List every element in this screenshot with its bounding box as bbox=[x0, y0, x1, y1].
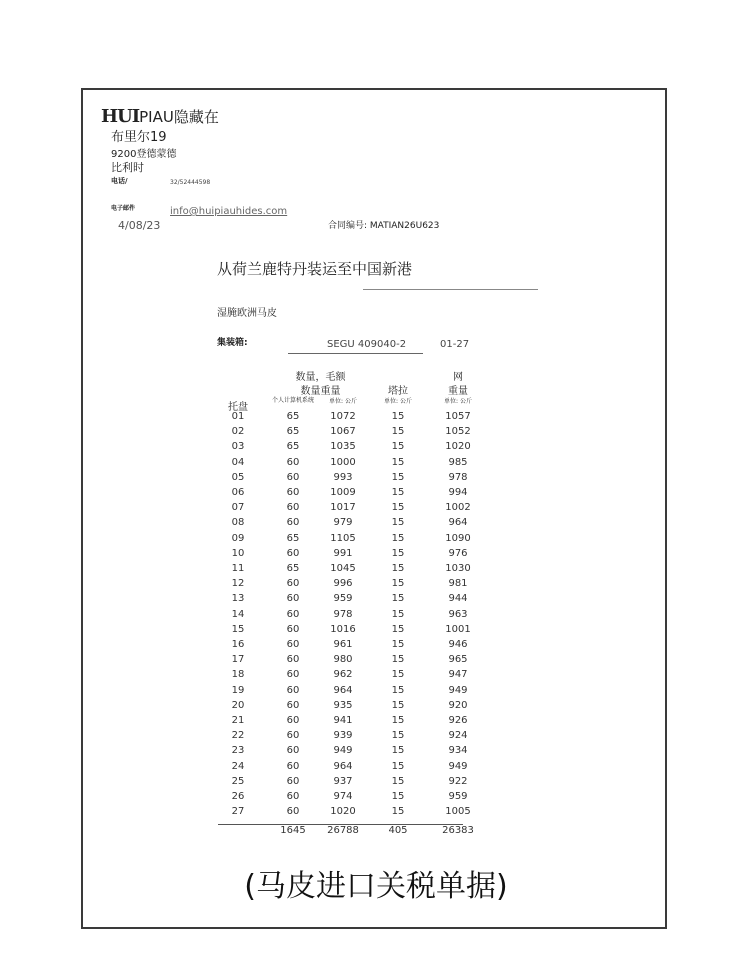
gross-cell: 1009 bbox=[330, 487, 356, 498]
tare-cell: 15 bbox=[391, 563, 405, 574]
gross-cell: 1045 bbox=[330, 563, 356, 574]
tare-cell: 15 bbox=[391, 426, 405, 438]
table-row bbox=[218, 609, 488, 624]
quantity-cell: 60 bbox=[286, 547, 300, 559]
quantity-cell: 60 bbox=[286, 471, 300, 483]
header-pallet: 托盘 bbox=[228, 402, 248, 413]
table-row bbox=[218, 776, 488, 791]
net-cell: 922 bbox=[448, 775, 468, 787]
gross-cell: 935 bbox=[333, 699, 353, 711]
tare-cell: 15 bbox=[391, 806, 405, 818]
quantity-cell: 60 bbox=[286, 654, 300, 666]
quantity-cell: 60 bbox=[286, 639, 300, 650]
tare-cell: 15 bbox=[391, 532, 405, 544]
table-row bbox=[218, 715, 488, 730]
document-frame bbox=[81, 88, 667, 929]
gross-cell: 996 bbox=[333, 578, 353, 590]
quantity-cell: 60 bbox=[286, 775, 300, 787]
gross-cell: 937 bbox=[333, 775, 353, 787]
company-country: 比利时 bbox=[111, 161, 144, 174]
gross-cell: 1000 bbox=[330, 456, 356, 468]
pallet-cell: 13 bbox=[231, 593, 245, 605]
pallet-cell: 23 bbox=[231, 745, 245, 757]
quantity-cell: 60 bbox=[286, 791, 300, 802]
company-street: 布里尔19 bbox=[111, 130, 167, 145]
logo-mark: HUI bbox=[101, 106, 140, 127]
gross-cell: 1017 bbox=[330, 502, 356, 514]
quantity-cell: 60 bbox=[286, 578, 300, 590]
gross-cell: 959 bbox=[333, 593, 353, 605]
net-cell: 978 bbox=[448, 471, 468, 483]
total-net: 26383 bbox=[442, 825, 474, 836]
table-row bbox=[218, 487, 488, 502]
company-city: 9200登德蒙德 bbox=[111, 149, 177, 160]
gross-cell: 978 bbox=[333, 608, 353, 620]
net-cell: 926 bbox=[448, 715, 468, 726]
pallet-range: 01-27 bbox=[440, 339, 470, 350]
tare-cell: 15 bbox=[391, 775, 405, 787]
net-cell: 1001 bbox=[445, 623, 471, 635]
gross-cell: 993 bbox=[333, 471, 353, 483]
tare-cell: 15 bbox=[391, 471, 405, 483]
table-row bbox=[218, 745, 488, 760]
quantity-cell: 60 bbox=[286, 502, 300, 514]
quantity-cell: 60 bbox=[286, 608, 300, 620]
table-row bbox=[218, 730, 488, 745]
net-cell: 1057 bbox=[445, 411, 471, 422]
header-qty-gross-2: 数量重量 bbox=[300, 386, 341, 397]
pallet-cell: 21 bbox=[231, 715, 245, 726]
quantity-cell: 60 bbox=[286, 456, 300, 468]
pallet-cell: 15 bbox=[231, 623, 245, 635]
pallet-cell: 12 bbox=[231, 578, 245, 590]
quantity-cell: 60 bbox=[286, 517, 300, 529]
net-cell: 1002 bbox=[445, 502, 471, 514]
net-cell: 934 bbox=[448, 745, 468, 757]
pallet-cell: 03 bbox=[231, 441, 245, 453]
goods-description: 湿腌欧洲马皮 bbox=[217, 308, 277, 319]
tare-cell: 15 bbox=[391, 608, 405, 620]
net-cell: 1005 bbox=[445, 806, 471, 818]
tare-cell: 15 bbox=[391, 487, 405, 498]
pallet-cell: 25 bbox=[231, 775, 245, 787]
table-row bbox=[218, 791, 488, 806]
table-row bbox=[218, 593, 488, 608]
email-link[interactable]: info@huipiauhides.com bbox=[170, 206, 288, 217]
table-row bbox=[218, 700, 488, 715]
tare-cell: 15 bbox=[391, 623, 405, 635]
quantity-cell: 65 bbox=[286, 441, 300, 453]
pallet-cell: 24 bbox=[231, 760, 245, 772]
table-row bbox=[218, 457, 488, 472]
gross-cell: 1067 bbox=[330, 426, 356, 438]
tare-cell: 15 bbox=[391, 593, 405, 605]
gross-cell: 1020 bbox=[330, 806, 356, 818]
tare-cell: 15 bbox=[391, 745, 405, 757]
header-qty-gross-1: 数量，毛额 bbox=[295, 372, 346, 383]
pallet-cell: 10 bbox=[231, 547, 245, 559]
tare-cell: 15 bbox=[391, 760, 405, 772]
title-underline bbox=[363, 289, 538, 290]
header-qty-sub: 个人计算机系统 bbox=[271, 397, 314, 404]
quantity-cell: 60 bbox=[286, 760, 300, 772]
table-row bbox=[218, 624, 488, 639]
net-cell: 976 bbox=[448, 547, 468, 559]
header-net-sub: 单位: 公斤 bbox=[444, 398, 472, 405]
header-tare-sub: 单位: 公斤 bbox=[384, 398, 412, 405]
pallet-cell: 16 bbox=[231, 639, 245, 650]
tare-cell: 15 bbox=[391, 730, 405, 742]
net-cell: 944 bbox=[448, 593, 468, 605]
net-cell: 959 bbox=[448, 791, 468, 802]
contract-number: 合同编号: MATIAN26U623 bbox=[328, 221, 440, 231]
pallet-cell: 22 bbox=[231, 730, 245, 742]
tare-cell: 15 bbox=[391, 715, 405, 726]
quantity-cell: 65 bbox=[286, 532, 300, 544]
net-cell: 1020 bbox=[445, 441, 471, 453]
pallet-cell: 20 bbox=[231, 699, 245, 711]
gross-cell: 1072 bbox=[330, 411, 356, 422]
gross-cell: 1105 bbox=[330, 532, 356, 544]
net-cell: 963 bbox=[448, 608, 468, 620]
header-tare: 塔拉 bbox=[388, 386, 408, 397]
pallet-cell: 26 bbox=[231, 791, 245, 802]
net-cell: 949 bbox=[448, 760, 468, 772]
tare-cell: 15 bbox=[391, 502, 405, 514]
pallet-cell: 05 bbox=[231, 471, 245, 483]
phone-number: 32/52444598 bbox=[170, 179, 211, 186]
quantity-cell: 65 bbox=[286, 411, 300, 422]
pallet-cell: 07 bbox=[231, 502, 245, 514]
tare-cell: 15 bbox=[391, 441, 405, 453]
phone-label: 电话/ bbox=[111, 177, 128, 185]
pallet-cell: 09 bbox=[231, 532, 245, 544]
net-cell: 964 bbox=[448, 517, 468, 529]
pallet-cell: 18 bbox=[231, 669, 245, 681]
header-net-2: 重量 bbox=[448, 386, 468, 397]
quantity-cell: 60 bbox=[286, 669, 300, 681]
table-row bbox=[218, 685, 488, 700]
gross-cell: 1016 bbox=[330, 623, 356, 635]
quantity-cell: 60 bbox=[286, 684, 300, 696]
table-row bbox=[218, 441, 488, 456]
tare-cell: 15 bbox=[391, 547, 405, 559]
tare-cell: 15 bbox=[391, 639, 405, 650]
table-row bbox=[218, 548, 488, 563]
gross-cell: 939 bbox=[333, 730, 353, 742]
pallet-cell: 19 bbox=[231, 684, 245, 696]
gross-cell: 991 bbox=[333, 547, 353, 559]
tare-cell: 15 bbox=[391, 654, 405, 666]
table-row bbox=[218, 472, 488, 487]
table-row bbox=[218, 411, 488, 426]
table-row bbox=[218, 806, 488, 821]
pallet-cell: 08 bbox=[231, 517, 245, 529]
tare-cell: 15 bbox=[391, 699, 405, 711]
quantity-cell: 60 bbox=[286, 487, 300, 498]
gross-cell: 949 bbox=[333, 745, 353, 757]
tare-cell: 15 bbox=[391, 791, 405, 802]
tare-cell: 15 bbox=[391, 684, 405, 696]
pallet-cell: 17 bbox=[231, 654, 245, 666]
header-net-1: 网 bbox=[453, 372, 463, 383]
pallet-cell: 14 bbox=[231, 608, 245, 620]
gross-cell: 941 bbox=[333, 715, 353, 726]
table-row bbox=[218, 426, 488, 441]
net-cell: 1052 bbox=[445, 426, 471, 438]
tare-cell: 15 bbox=[391, 411, 405, 422]
company-logo bbox=[101, 106, 219, 127]
tare-cell: 15 bbox=[391, 578, 405, 590]
container-label: 集装箱: bbox=[217, 338, 248, 348]
net-cell: 946 bbox=[448, 639, 468, 650]
table-row bbox=[218, 502, 488, 517]
document-title: 从荷兰鹿特丹装运至中国新港 bbox=[217, 260, 413, 278]
pallet-cell: 04 bbox=[231, 456, 245, 468]
table-row bbox=[218, 533, 488, 548]
gross-cell: 962 bbox=[333, 669, 353, 681]
total-gross: 26788 bbox=[327, 825, 359, 836]
net-cell: 924 bbox=[448, 730, 468, 742]
net-cell: 920 bbox=[448, 699, 468, 711]
email-label: 电子邮件 bbox=[111, 205, 136, 212]
table-row bbox=[218, 761, 488, 776]
header-gross-sub: 单位: 公斤 bbox=[329, 398, 357, 405]
net-cell: 949 bbox=[448, 684, 468, 696]
quantity-cell: 60 bbox=[286, 745, 300, 757]
gross-cell: 974 bbox=[333, 791, 353, 802]
net-cell: 965 bbox=[448, 654, 468, 666]
table-row bbox=[218, 563, 488, 578]
tare-cell: 15 bbox=[391, 517, 405, 529]
net-cell: 985 bbox=[448, 456, 468, 468]
quantity-cell: 65 bbox=[286, 563, 300, 574]
net-cell: 1030 bbox=[445, 563, 471, 574]
gross-cell: 961 bbox=[333, 639, 353, 650]
quantity-cell: 60 bbox=[286, 593, 300, 605]
quantity-cell: 65 bbox=[286, 426, 300, 438]
table-row bbox=[218, 669, 488, 684]
net-cell: 1090 bbox=[445, 532, 471, 544]
gross-cell: 964 bbox=[333, 760, 353, 772]
tare-cell: 15 bbox=[391, 456, 405, 468]
quantity-cell: 60 bbox=[286, 715, 300, 726]
table-row bbox=[218, 639, 488, 654]
gross-cell: 1035 bbox=[330, 441, 356, 453]
net-cell: 947 bbox=[448, 669, 468, 681]
quantity-cell: 60 bbox=[286, 730, 300, 742]
quantity-cell: 60 bbox=[286, 699, 300, 711]
container-underline bbox=[288, 353, 423, 354]
document-caption: (马皮进口关税单据) bbox=[244, 869, 508, 904]
net-cell: 994 bbox=[448, 487, 468, 498]
tare-cell: 15 bbox=[391, 669, 405, 681]
total-tare: 405 bbox=[388, 825, 408, 836]
table-row bbox=[218, 578, 488, 593]
document-date: 4/08/23 bbox=[118, 219, 161, 232]
total-quantity: 1645 bbox=[280, 825, 306, 836]
table-row bbox=[218, 654, 488, 669]
pallet-cell: 27 bbox=[231, 806, 245, 818]
logo-text: PIAU隐藏在 bbox=[139, 108, 219, 126]
table-row bbox=[218, 517, 488, 532]
pallet-cell: 11 bbox=[231, 563, 245, 574]
pallet-cell: 06 bbox=[231, 487, 245, 498]
quantity-cell: 60 bbox=[286, 806, 300, 818]
gross-cell: 979 bbox=[333, 517, 353, 529]
net-cell: 981 bbox=[448, 578, 468, 590]
totals-row bbox=[218, 825, 488, 840]
gross-cell: 964 bbox=[333, 684, 353, 696]
quantity-cell: 60 bbox=[286, 623, 300, 635]
gross-cell: 980 bbox=[333, 654, 353, 666]
pallet-cell: 02 bbox=[231, 426, 245, 438]
container-number: SEGU 409040-2 bbox=[327, 339, 407, 350]
pallet-cell: 01 bbox=[231, 411, 245, 422]
